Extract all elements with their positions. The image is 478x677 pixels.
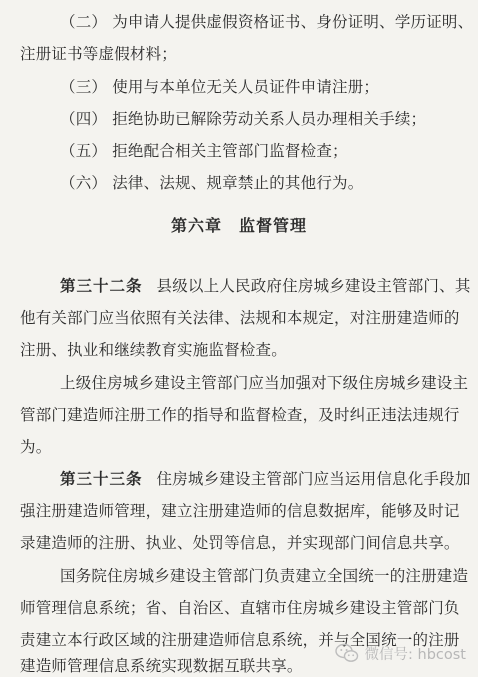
item-5: （五） 拒绝配合相关主管部门监督检查； [60, 142, 348, 160]
article-33-line-6: 责建立本行政区域的注册建造师信息系统，并与全国统一的注册 [20, 631, 460, 649]
article-33-line-7: 建造师管理信息系统实现数据互联共享。 [20, 657, 303, 675]
item-3: （三） 使用与本单位无关人员证件申请注册； [60, 78, 380, 96]
article-32-line-3: 注册、执业和继续教育实施监督检查。 [20, 341, 287, 359]
article-33-line-1 [60, 469, 471, 489]
article-32-line-5: 管部门建造师注册工作的指导和监督检查，及时纠正违法违规行 [20, 406, 460, 424]
article-32-text-1: 县级以上人民政府住房城乡建设主管部门、其 [156, 277, 471, 295]
watermark [335, 641, 466, 665]
article-32-line-4: 上级住房城乡建设主管部门应当加强对下级住房城乡建设主 [60, 374, 469, 392]
wechat-icon [335, 642, 359, 664]
chapter-heading: 第六章 监督管理 [170, 216, 307, 235]
article-33-text-1: 住房城乡建设主管部门应当运用信息化手段加 [156, 470, 471, 488]
article-32-line-2: 他有关部门应当依照有关法律、法规和本规定，对注册建造师的 [20, 309, 460, 327]
article-33-line-3: 录建造师的注册、执业、处罚等信息，并实现部门间信息共享。 [20, 534, 460, 552]
article-32-line-1 [60, 276, 471, 296]
article-32-label: 第三十二条 [60, 277, 143, 295]
article-33-line-5: 师管理信息系统；省、自治区、直辖市住房城乡建设主管部门负 [20, 599, 460, 617]
article-33-line-4: 国务院住房城乡建设主管部门负责建立全国统一的注册建造 [60, 567, 469, 585]
item-6: （六） 法律、法规、规章禁止的其他行为。 [60, 174, 364, 192]
article-33-label: 第三十三条 [60, 470, 143, 488]
item-2-line-2: 注册证书等虚假材料； [20, 45, 178, 63]
article-33-line-2: 强注册建造师管理，建立注册建造师的信息数据库，能够及时记 [20, 502, 460, 520]
article-32-line-6: 为。 [20, 438, 52, 456]
item-4: （四） 拒绝协助已解除劳动关系人员办理相关手续； [60, 110, 427, 128]
item-2-line-1: （二） 为申请人提供虚假资格证书、身份证明、学历证明、 [60, 13, 474, 31]
watermark-text: 微信号: hbcost [364, 646, 466, 663]
